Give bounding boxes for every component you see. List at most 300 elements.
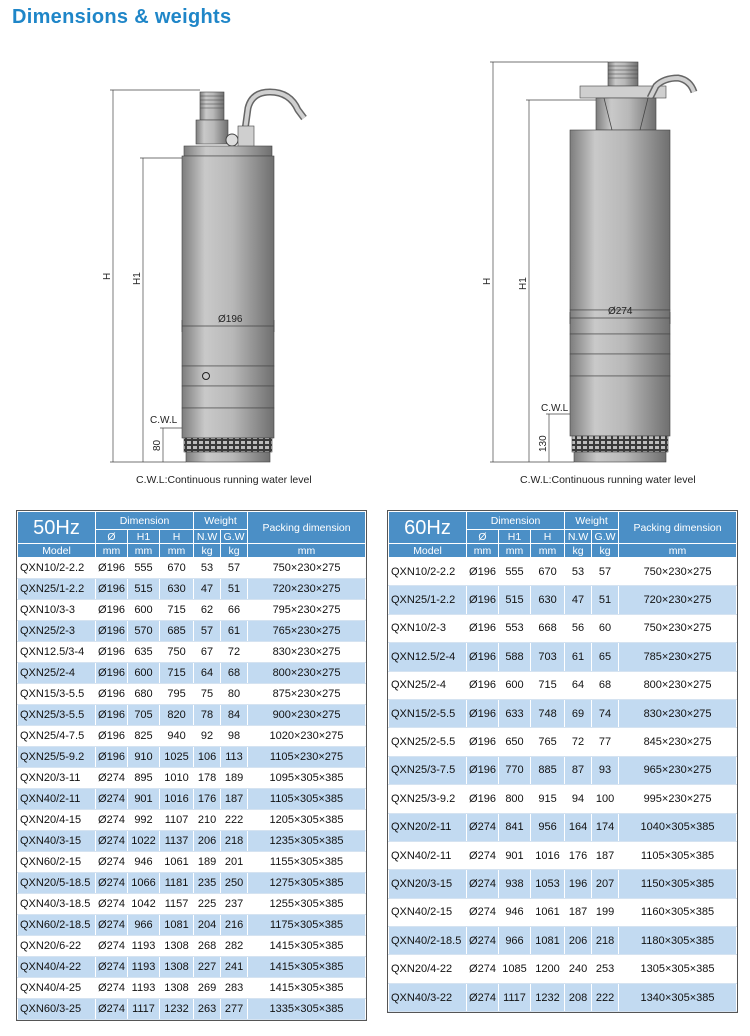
h1-cell: 966 — [499, 927, 531, 955]
table-row — [389, 898, 737, 926]
packing-cell: 750×230×275 — [619, 558, 737, 586]
diameter-cell: Ø274 — [96, 999, 128, 1020]
page-title: Dimensions & weights — [12, 6, 232, 28]
diameter-cell: Ø274 — [96, 810, 128, 831]
pump-drawings — [0, 0, 750, 500]
unit-header: kg — [221, 544, 248, 558]
diameter-cell: Ø274 — [96, 873, 128, 894]
nw-cell: 206 — [565, 927, 592, 955]
gw-cell: 237 — [221, 894, 248, 915]
model-cell: QXN40/4-22 — [18, 957, 96, 978]
gw-cell: 51 — [221, 579, 248, 600]
packing-cell: 1105×305×385 — [248, 789, 366, 810]
h1-cell: 515 — [128, 579, 160, 600]
diameter-cell: Ø274 — [96, 957, 128, 978]
h-cell: 885 — [531, 756, 565, 784]
h1-cell: 946 — [128, 852, 160, 873]
diameter-cell: Ø196 — [467, 586, 499, 614]
table-row — [18, 999, 366, 1020]
diameter-cell: Ø274 — [96, 852, 128, 873]
diameter-cell: Ø196 — [96, 621, 128, 642]
model-cell: QXN25/1-2.2 — [389, 586, 467, 614]
diameter-cell: Ø196 — [96, 747, 128, 768]
packing-cell: 1105×230×275 — [248, 747, 366, 768]
table-row — [18, 621, 366, 642]
h-cell: 1081 — [160, 915, 194, 936]
gw-cell: 283 — [221, 978, 248, 999]
right-caption: C.W.L:Continuous running water level — [520, 474, 696, 486]
nw-cell: 67 — [194, 642, 221, 663]
h1-cell: 1193 — [128, 978, 160, 999]
h1-cell: 938 — [499, 870, 531, 898]
h-cell: 670 — [531, 558, 565, 586]
h1-cell: 680 — [128, 684, 160, 705]
nw-cell: 210 — [194, 810, 221, 831]
gw-cell: 207 — [592, 870, 619, 898]
nw-cell: 62 — [194, 600, 221, 621]
table-row — [18, 810, 366, 831]
diameter-cell: Ø274 — [467, 983, 499, 1011]
diameter-cell: Ø274 — [467, 955, 499, 983]
model-cell: QXN40/2-18.5 — [389, 927, 467, 955]
diameter-cell: Ø196 — [96, 663, 128, 684]
h-cell: 1137 — [160, 831, 194, 852]
weight-header: Weight — [565, 512, 619, 530]
gw-cell: 187 — [221, 789, 248, 810]
model-cell: QXN40/4-25 — [18, 978, 96, 999]
h-cell: 1016 — [531, 841, 565, 869]
diameter-cell: Ø196 — [96, 684, 128, 705]
table-row — [18, 768, 366, 789]
nw-header: N.W — [565, 530, 592, 544]
h-cell: 750 — [160, 642, 194, 663]
gw-cell: 60 — [592, 614, 619, 642]
diameter-cell: Ø274 — [96, 936, 128, 957]
h1-cell: 555 — [128, 558, 160, 579]
diameter-cell: Ø196 — [96, 705, 128, 726]
packing-cell: 1305×305×385 — [619, 955, 737, 983]
packing-cell: 1235×305×385 — [248, 831, 366, 852]
table-row — [18, 852, 366, 873]
table-row — [389, 699, 737, 727]
unit-header: mm — [619, 544, 737, 558]
table-row — [18, 915, 366, 936]
left-cwl-label: C.W.L — [150, 415, 178, 426]
nw-cell: 176 — [565, 841, 592, 869]
nw-header: N.W — [194, 530, 221, 544]
h-cell: 1025 — [160, 747, 194, 768]
table-row — [389, 955, 737, 983]
table-row — [18, 600, 366, 621]
gw-cell: 51 — [592, 586, 619, 614]
nw-cell: 53 — [194, 558, 221, 579]
table-row — [389, 643, 737, 671]
h1-cell: 901 — [128, 789, 160, 810]
nw-cell: 176 — [194, 789, 221, 810]
gw-cell: 218 — [592, 927, 619, 955]
packing-header: Packing dimension — [619, 512, 737, 544]
left-h-label: H — [102, 272, 113, 280]
table-row — [18, 894, 366, 915]
gw-cell: 250 — [221, 873, 248, 894]
right-h-label: H — [482, 277, 493, 285]
model-cell: QXN60/2-15 — [18, 852, 96, 873]
table-row — [389, 756, 737, 784]
packing-cell: 1175×305×385 — [248, 915, 366, 936]
model-cell: QXN40/3-22 — [389, 983, 467, 1011]
dimension-header: Dimension — [467, 512, 565, 530]
h-cell: 1107 — [160, 810, 194, 831]
model-cell: QXN40/2-11 — [389, 841, 467, 869]
table-row — [18, 789, 366, 810]
gw-cell: 72 — [221, 642, 248, 663]
nw-cell: 227 — [194, 957, 221, 978]
packing-cell: 1255×305×385 — [248, 894, 366, 915]
gw-cell: 66 — [221, 600, 248, 621]
nw-cell: 206 — [194, 831, 221, 852]
table-row — [389, 785, 737, 813]
h1-cell: 650 — [499, 728, 531, 756]
gw-cell: 218 — [221, 831, 248, 852]
packing-cell: 1095×305×385 — [248, 768, 366, 789]
table-row — [18, 579, 366, 600]
unit-header: mm — [128, 544, 160, 558]
model-cell: QXN25/5-9.2 — [18, 747, 96, 768]
nw-cell: 92 — [194, 726, 221, 747]
model-cell: QXN25/2-4 — [18, 663, 96, 684]
nw-cell: 53 — [565, 558, 592, 586]
nw-cell: 240 — [565, 955, 592, 983]
nw-cell: 208 — [565, 983, 592, 1011]
model-cell: QXN20/3-11 — [18, 768, 96, 789]
h-cell: 1232 — [531, 983, 565, 1011]
h1-cell: 841 — [499, 813, 531, 841]
model-cell: QXN10/2-3 — [389, 614, 467, 642]
packing-cell: 1180×305×385 — [619, 927, 737, 955]
packing-cell: 900×230×275 — [248, 705, 366, 726]
packing-cell: 845×230×275 — [619, 728, 737, 756]
table-row — [18, 642, 366, 663]
diameter-header: Ø — [467, 530, 499, 544]
right-diameter-label: Ø274 — [608, 306, 633, 317]
gw-cell: 174 — [592, 813, 619, 841]
diameter-cell: Ø196 — [96, 579, 128, 600]
model-cell: QXN10/3-3 — [18, 600, 96, 621]
packing-cell: 1020×230×275 — [248, 726, 366, 747]
packing-cell: 720×230×275 — [619, 586, 737, 614]
model-cell: QXN20/4-22 — [389, 955, 467, 983]
packing-cell: 1040×305×385 — [619, 813, 737, 841]
nw-cell: 56 — [565, 614, 592, 642]
packing-cell: 765×230×275 — [248, 621, 366, 642]
model-cell: QXN25/2-3 — [18, 621, 96, 642]
h1-cell: 555 — [499, 558, 531, 586]
gw-cell: 61 — [221, 621, 248, 642]
h-cell: 1053 — [531, 870, 565, 898]
model-header: Model — [18, 544, 96, 558]
nw-cell: 268 — [194, 936, 221, 957]
h-cell: 1061 — [160, 852, 194, 873]
h1-cell: 770 — [499, 756, 531, 784]
model-cell: QXN15/2-5.5 — [389, 699, 467, 727]
h-header: H — [531, 530, 565, 544]
h-header: H — [160, 530, 194, 544]
unit-header: kg — [194, 544, 221, 558]
diameter-cell: Ø196 — [96, 642, 128, 663]
unit-header: mm — [160, 544, 194, 558]
gw-cell: 277 — [221, 999, 248, 1020]
unit-header: mm — [248, 544, 366, 558]
gw-cell: 80 — [221, 684, 248, 705]
table-row — [18, 936, 366, 957]
gw-cell: 57 — [221, 558, 248, 579]
model-cell: QXN20/5-18.5 — [18, 873, 96, 894]
h-cell: 1016 — [160, 789, 194, 810]
gw-cell: 216 — [221, 915, 248, 936]
packing-cell: 830×230×275 — [619, 699, 737, 727]
packing-cell: 750×230×275 — [619, 614, 737, 642]
h1-cell: 600 — [128, 663, 160, 684]
h-cell: 795 — [160, 684, 194, 705]
diameter-cell: Ø274 — [96, 768, 128, 789]
nw-cell: 47 — [565, 586, 592, 614]
right-cwl-height: 130 — [538, 435, 549, 452]
diameter-cell: Ø196 — [96, 600, 128, 621]
h-cell: 1081 — [531, 927, 565, 955]
packing-cell: 1335×305×385 — [248, 999, 366, 1020]
nw-cell: 196 — [565, 870, 592, 898]
model-cell: QXN25/2-5.5 — [389, 728, 467, 756]
gw-header: G.W — [221, 530, 248, 544]
packing-cell: 795×230×275 — [248, 600, 366, 621]
gw-cell: 201 — [221, 852, 248, 873]
h-cell: 715 — [160, 663, 194, 684]
gw-cell: 57 — [592, 558, 619, 586]
table-row — [389, 841, 737, 869]
table-row — [18, 957, 366, 978]
model-cell: QXN20/4-15 — [18, 810, 96, 831]
table-row — [18, 705, 366, 726]
left-h1-label: H1 — [132, 272, 143, 285]
table-row — [18, 978, 366, 999]
diameter-cell: Ø274 — [467, 927, 499, 955]
gw-cell: 74 — [592, 699, 619, 727]
model-cell: QXN25/3-9.2 — [389, 785, 467, 813]
nw-cell: 57 — [194, 621, 221, 642]
left-caption: C.W.L:Continuous running water level — [136, 474, 312, 486]
h1-cell: 1193 — [128, 936, 160, 957]
table-row — [18, 873, 366, 894]
h-cell: 1308 — [160, 936, 194, 957]
h1-cell: 1117 — [128, 999, 160, 1020]
model-cell: QXN60/3-25 — [18, 999, 96, 1020]
model-cell: QXN25/2-4 — [389, 671, 467, 699]
weight-header: Weight — [194, 512, 248, 530]
model-cell: QXN40/3-18.5 — [18, 894, 96, 915]
table-row — [389, 558, 737, 586]
model-cell: QXN40/2-11 — [18, 789, 96, 810]
gw-cell: 222 — [221, 810, 248, 831]
diameter-cell: Ø274 — [467, 813, 499, 841]
h1-cell: 1066 — [128, 873, 160, 894]
h1-cell: 705 — [128, 705, 160, 726]
h1-cell: 570 — [128, 621, 160, 642]
model-cell: QXN40/3-15 — [18, 831, 96, 852]
h1-cell: 946 — [499, 898, 531, 926]
table-row — [389, 927, 737, 955]
h1-cell: 515 — [499, 586, 531, 614]
nw-cell: 187 — [565, 898, 592, 926]
nw-cell: 178 — [194, 768, 221, 789]
right-h1-label: H1 — [518, 277, 529, 290]
left-cwl-height: 80 — [152, 439, 163, 451]
h-cell: 630 — [531, 586, 565, 614]
nw-cell: 87 — [565, 756, 592, 784]
h-cell: 1308 — [160, 957, 194, 978]
h1-cell: 910 — [128, 747, 160, 768]
model-cell: QXN25/3-7.5 — [389, 756, 467, 784]
diameter-cell: Ø274 — [467, 841, 499, 869]
h1-cell: 600 — [128, 600, 160, 621]
gw-cell: 113 — [221, 747, 248, 768]
diameter-cell: Ø274 — [96, 789, 128, 810]
right-pump-drawing — [490, 62, 694, 462]
h-cell: 940 — [160, 726, 194, 747]
h-cell: 748 — [531, 699, 565, 727]
h-cell: 765 — [531, 728, 565, 756]
nw-cell: 263 — [194, 999, 221, 1020]
gw-cell: 189 — [221, 768, 248, 789]
h-cell: 1157 — [160, 894, 194, 915]
table-row — [389, 870, 737, 898]
diameter-cell: Ø274 — [96, 915, 128, 936]
h-cell: 715 — [160, 600, 194, 621]
packing-cell: 1275×305×385 — [248, 873, 366, 894]
h1-cell: 1042 — [128, 894, 160, 915]
h-cell: 630 — [160, 579, 194, 600]
gw-cell: 241 — [221, 957, 248, 978]
unit-header: mm — [531, 544, 565, 558]
gw-cell: 77 — [592, 728, 619, 756]
gw-cell: 199 — [592, 898, 619, 926]
h1-cell: 1085 — [499, 955, 531, 983]
gw-cell: 93 — [592, 756, 619, 784]
model-cell: QXN60/2-18.5 — [18, 915, 96, 936]
diameter-cell: Ø274 — [96, 894, 128, 915]
table-row — [18, 726, 366, 747]
h-cell: 715 — [531, 671, 565, 699]
h-cell: 1010 — [160, 768, 194, 789]
model-cell: QXN10/2-2.2 — [389, 558, 467, 586]
gw-cell: 253 — [592, 955, 619, 983]
gw-cell: 100 — [592, 785, 619, 813]
packing-cell: 1105×305×385 — [619, 841, 737, 869]
diameter-cell: Ø196 — [467, 671, 499, 699]
packing-cell: 1155×305×385 — [248, 852, 366, 873]
nw-cell: 72 — [565, 728, 592, 756]
packing-cell: 1415×305×385 — [248, 957, 366, 978]
nw-cell: 78 — [194, 705, 221, 726]
gw-cell: 68 — [592, 671, 619, 699]
unit-header: mm — [467, 544, 499, 558]
packing-cell: 750×230×275 — [248, 558, 366, 579]
packing-cell: 965×230×275 — [619, 756, 737, 784]
hz-label: 60Hz — [389, 512, 467, 544]
h1-cell: 901 — [499, 841, 531, 869]
diameter-cell: Ø196 — [467, 756, 499, 784]
packing-cell: 800×230×275 — [248, 663, 366, 684]
h1-cell: 1117 — [499, 983, 531, 1011]
unit-header: mm — [96, 544, 128, 558]
model-cell: QXN12.5/2-4 — [389, 643, 467, 671]
packing-cell: 785×230×275 — [619, 643, 737, 671]
h-cell: 820 — [160, 705, 194, 726]
diameter-cell: Ø196 — [96, 726, 128, 747]
packing-cell: 1150×305×385 — [619, 870, 737, 898]
model-cell: QXN25/3-5.5 — [18, 705, 96, 726]
h1-cell: 1022 — [128, 831, 160, 852]
h1-header: H1 — [128, 530, 160, 544]
model-cell: QXN10/2-2.2 — [18, 558, 96, 579]
table-row — [389, 983, 737, 1011]
table-row — [18, 558, 366, 579]
h1-header: H1 — [499, 530, 531, 544]
h1-cell: 588 — [499, 643, 531, 671]
h-cell: 1200 — [531, 955, 565, 983]
model-cell: QXN25/4-7.5 — [18, 726, 96, 747]
h-cell: 685 — [160, 621, 194, 642]
nw-cell: 106 — [194, 747, 221, 768]
nw-cell: 61 — [565, 643, 592, 671]
model-cell: QXN12.5/3-4 — [18, 642, 96, 663]
nw-cell: 64 — [194, 663, 221, 684]
nw-cell: 204 — [194, 915, 221, 936]
nw-cell: 94 — [565, 785, 592, 813]
table-row — [389, 813, 737, 841]
left-diameter-label: Ø196 — [218, 314, 243, 325]
packing-cell: 995×230×275 — [619, 785, 737, 813]
packing-cell: 1205×305×385 — [248, 810, 366, 831]
h-cell: 1308 — [160, 978, 194, 999]
h-cell: 668 — [531, 614, 565, 642]
table-row — [18, 684, 366, 705]
nw-cell: 235 — [194, 873, 221, 894]
h-cell: 1061 — [531, 898, 565, 926]
h1-cell: 825 — [128, 726, 160, 747]
diameter-cell: Ø274 — [96, 978, 128, 999]
h1-cell: 635 — [128, 642, 160, 663]
table-row — [389, 586, 737, 614]
h1-cell: 553 — [499, 614, 531, 642]
model-cell: QXN15/3-5.5 — [18, 684, 96, 705]
table-50hz — [16, 510, 367, 1021]
gw-cell: 187 — [592, 841, 619, 869]
right-cwl-label: C.W.L — [541, 403, 569, 414]
nw-cell: 164 — [565, 813, 592, 841]
model-cell: QXN20/3-15 — [389, 870, 467, 898]
nw-cell: 47 — [194, 579, 221, 600]
gw-cell: 98 — [221, 726, 248, 747]
diameter-cell: Ø274 — [467, 870, 499, 898]
h1-cell: 966 — [128, 915, 160, 936]
unit-header: kg — [592, 544, 619, 558]
nw-cell: 189 — [194, 852, 221, 873]
packing-cell: 1160×305×385 — [619, 898, 737, 926]
h-cell: 703 — [531, 643, 565, 671]
diameter-cell: Ø196 — [96, 558, 128, 579]
packing-cell: 1340×305×385 — [619, 983, 737, 1011]
gw-cell: 282 — [221, 936, 248, 957]
